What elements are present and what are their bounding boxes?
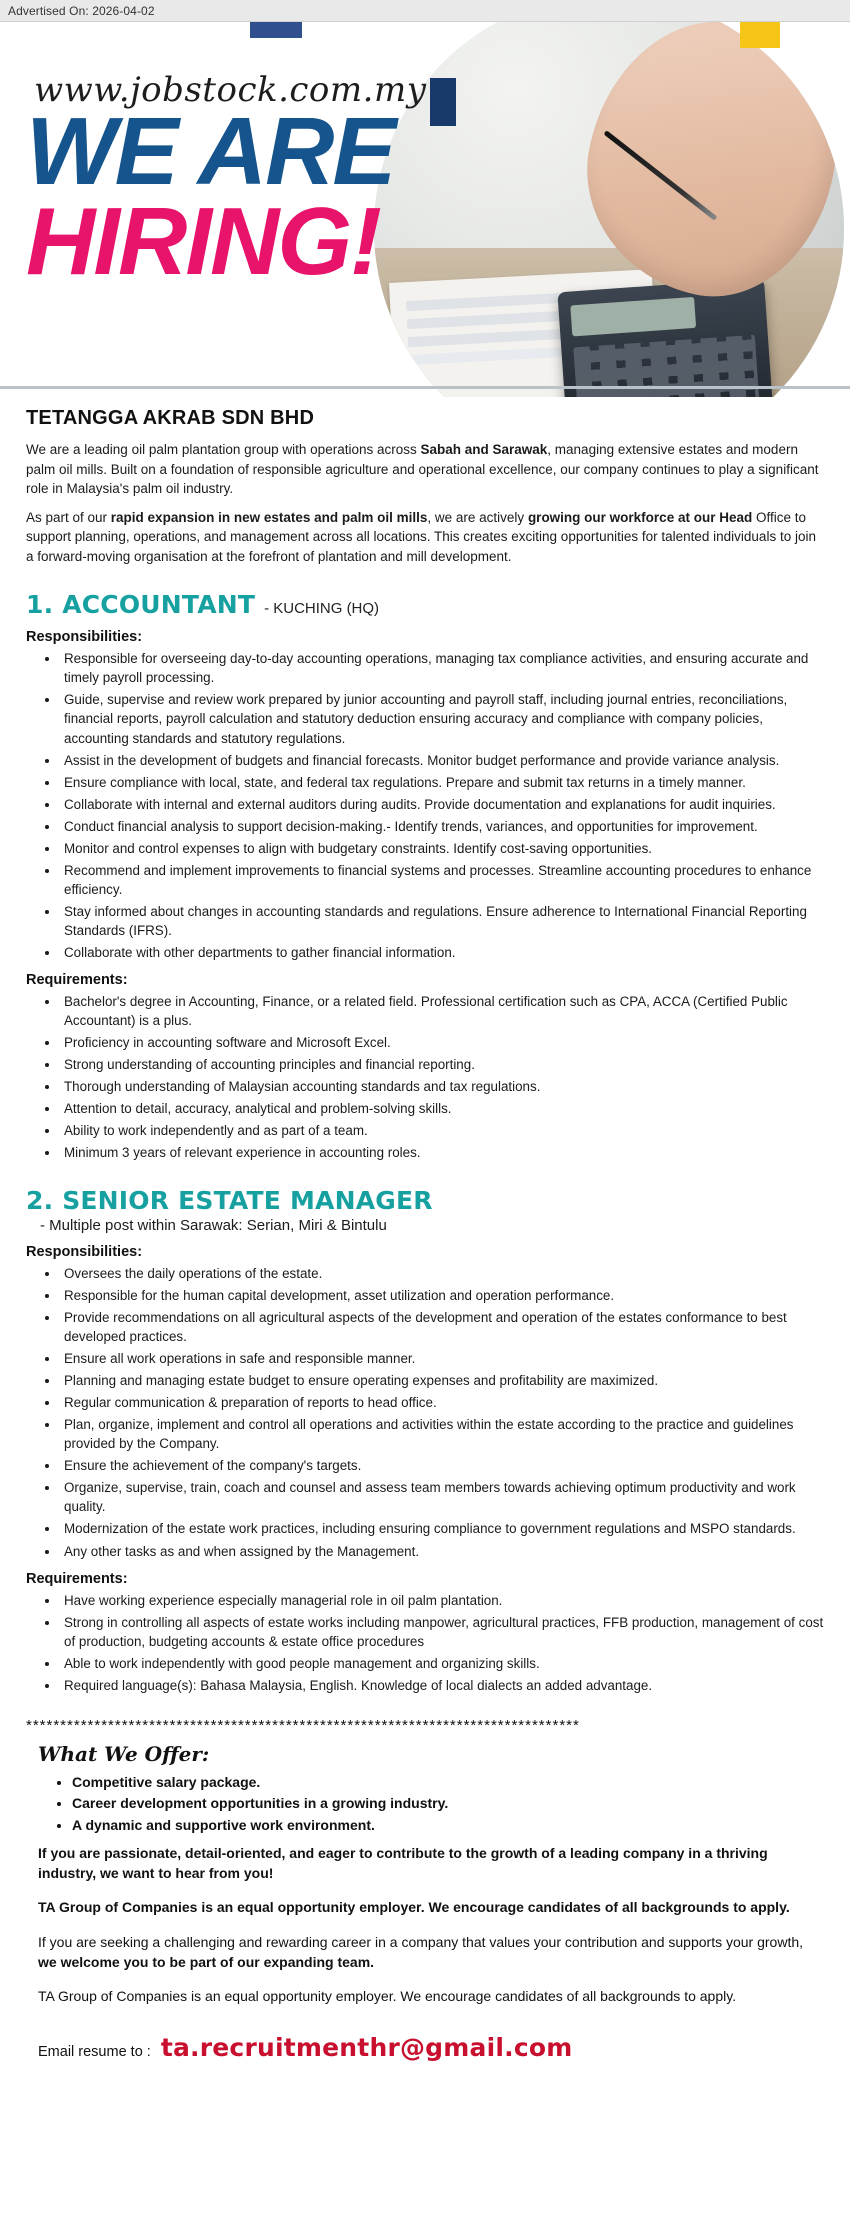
what-we-offer-heading: What We Offer: (38, 1741, 210, 1766)
list-item: • Ensure all work operations in safe and responsible manner. (60, 1349, 824, 1368)
job-1-responsibilities-heading: Responsibilities: (26, 629, 143, 646)
job-1-requirements-heading: Requirements: (26, 971, 128, 988)
email-resume-row (38, 2033, 824, 2062)
list-item: • Responsible for overseeing day-to-day accounting operations, managing tax compliance activities, and ensuring accurate and timely payroll processing. (60, 649, 824, 687)
list-item: • Attention to detail, accuracy, analytical and problem-solving skills. (60, 1099, 824, 1118)
list-item: • Modernization of the estate work practices, including ensuring compliance to government regulations and MSPO standards. (60, 1519, 824, 1538)
decorative-blocks (0, 22, 850, 48)
decor-block-navy (430, 78, 456, 126)
list-item: • Plan, organize, implement and control all operations and activities within the estate according to the practice and guidelines provided by the Company. (60, 1415, 824, 1453)
intro2-highlight-1: rapid expansion in new estates and palm oil mills (110, 509, 428, 525)
career-note-part-a: If you are seeking a challenging and rewarding career in a company that values your contribution and supports your growth, (38, 1933, 804, 1950)
site-url: www.jobstock.com.my (34, 70, 427, 110)
intro1-highlight: Sabah and Sarawak (420, 442, 548, 457)
calculator-icon (557, 278, 773, 397)
list-item: • Monitor and control expenses to align with budgetary constraints. Identify cost-saving opportunities. (60, 839, 824, 858)
list-item: • Collaborate with internal and external auditors during audits. Provide documentation and explanations for audit inquiries. (60, 795, 824, 814)
list-item: • Able to work independently with good people management and organizing skills. (60, 1654, 824, 1673)
list-item: • Recommend and implement improvements to financial systems and processes. Streamline accounting procedures to enhance efficiency. (60, 861, 824, 899)
job-2-responsibilities-list (26, 1264, 824, 1560)
advertised-date-text: Advertised On: 2026-04-02 (8, 3, 155, 18)
job-1-responsibilities-list (26, 649, 824, 961)
job-2-subtitle: - Multiple post within Sarawak: Serian, Miri & Bintulu (40, 1217, 387, 1235)
offer-closing-text: If you are passionate, detail-oriented, and eager to contribute to the growth of a leading company in a thriving industry, we want to hear from you! (38, 1844, 768, 1882)
job-title-1 (26, 590, 824, 619)
intro2-part-c: , we are actively (427, 509, 528, 525)
decor-block-blue (250, 22, 302, 38)
advert-body (0, 397, 850, 2088)
list-item: • Guide, supervise and review work prepared by junior accounting and payroll staff, including journal entries, reconciliations, financial reports, payroll calculation and statutory deduction ensuring accuracy and compliance with company policies, accounting standards and statutory regulations. (60, 690, 824, 747)
company-name: TETANGGA AKRAB SDN BHD (26, 407, 315, 429)
list-item: • Any other tasks as and when assigned by the Management. (60, 1542, 824, 1561)
job-1-requirements-list (26, 992, 824, 1162)
hero-divider (0, 386, 850, 389)
section-divider: ********************************************************************************* (26, 1716, 580, 1734)
company-intro-paragraph-1 (26, 440, 824, 499)
list-item: • Conduct financial analysis to support decision-making.- Identify trends, variances, and opportunities for improvement. (60, 817, 824, 836)
list-item: • Stay informed about changes in accounting standards and regulations. Ensure adherence to International Financial Reporting Standards (IFRS). (60, 902, 824, 940)
job-2-requirements-list (26, 1591, 824, 1695)
list-item: • Minimum 3 years of relevant experience in accounting roles. (60, 1143, 824, 1162)
list-item: • Organize, supervise, train, coach and counsel and assess team members towards achieving optimum productivity and work quality. (60, 1478, 824, 1516)
equal-opportunity-note-plain: TA Group of Companies is an equal opportunity employer. We encourage candidates of all backgrounds to apply. (38, 1988, 737, 2005)
list-item: • Ensure compliance with local, state, and federal tax regulations. Prepare and submit tax returns in a timely manner. (60, 773, 824, 792)
job-2-requirements-heading: Requirements: (26, 1570, 128, 1587)
intro1-part-a: We are a leading oil palm plantation group with operations across (26, 442, 421, 457)
list-item: • Planning and managing estate budget to ensure operating expenses and profitability are maximized. (60, 1371, 824, 1390)
list-item: • Assist in the development of budgets and financial forecasts. Monitor budget performance and provide variance analysis. (60, 751, 824, 770)
intro2-highlight-2: growing our workforce at our Head (527, 509, 753, 525)
calculator-screen (571, 297, 697, 337)
job-1-location: - KUCHING (HQ) (264, 600, 380, 618)
list-item: • Oversees the daily operations of the estate. (60, 1264, 824, 1283)
hero-banner (0, 22, 850, 397)
list-item: • Competitive salary package. (72, 1772, 824, 1794)
decor-block-yellow (740, 22, 780, 48)
list-item: • Regular communication & preparation of reports to head office. (60, 1393, 824, 1412)
list-item: • Have working experience especially managerial role in oil palm plantation. (60, 1591, 824, 1610)
list-item: • Bachelor's degree in Accounting, Finance, or a related field. Professional certification such as CPA, ACCA (Certified Public Accountant) is a plus. (60, 992, 824, 1030)
career-note-highlight: we welcome you to be part of our expanding team. (38, 1953, 375, 1970)
job-2-name: 2. SENIOR ESTATE MANAGER (26, 1186, 433, 1216)
list-item: • Career development opportunities in a growing industry. (72, 1793, 824, 1815)
list-item: • Provide recommendations on all agricultural aspects of the development and operation of the estates conformance to best developed practices. (60, 1308, 824, 1346)
list-item: • Strong understanding of accounting principles and financial reporting. (60, 1055, 824, 1074)
job-1-name: 1. ACCOUNTANT (26, 590, 256, 620)
list-item: • Required language(s): Bahasa Malaysia, English. Knowledge of local dialects an added advantage. (60, 1676, 824, 1695)
intro1-part-c: , managing extensive estates and modern palm oil mills. Built on a foundation of responsible agriculture and operational excellence, our company continues to play a significant role in Malaysia's palm oil industry. (26, 442, 819, 497)
what-we-offer-list (26, 1772, 824, 1837)
hero-line-1: WE ARE (26, 98, 395, 205)
list-item: • A dynamic and supportive work environment. (72, 1815, 824, 1837)
equal-opportunity-note-bold: TA Group of Companies is an equal opportunity employer. We encourage candidates of all backgrounds to apply. (38, 1899, 790, 1916)
list-item: • Strong in controlling all aspects of estate works including manpower, agricultural practices, FFB production, management of cost of production, budgeting accounts & estate office procedures (60, 1613, 824, 1651)
list-item: • Ability to work independently and as part of a team. (60, 1121, 824, 1140)
list-item: • Proficiency in accounting software and Microsoft Excel. (60, 1033, 824, 1052)
company-intro-paragraph-2 (26, 508, 824, 567)
email-address[interactable]: ta.recruitmenthr@gmail.com (160, 2032, 573, 2062)
job-2-responsibilities-heading: Responsibilities: (26, 1244, 143, 1261)
intro2-part-e: Office to support planning, operations, and management across all locations. This creates exciting opportunities for talented individuals to join a forward-moving organisation at the forefront of plantation and mill development. (26, 509, 816, 564)
list-item: • Responsible for the human capital development, asset utilization and operation performance. (60, 1286, 824, 1305)
career-invitation-note (38, 1932, 824, 1973)
advertised-date-bar (0, 0, 850, 22)
list-item: • Ensure the achievement of the company's targets. (60, 1456, 824, 1475)
list-item: • Collaborate with other departments to gather financial information. (60, 943, 824, 962)
job-title-2 (26, 1186, 824, 1215)
email-label: Email resume to : (38, 2043, 151, 2060)
list-item: • Thorough understanding of Malaysian accounting standards and tax regulations. (60, 1077, 824, 1096)
hero-line-2: HIRING! (26, 188, 380, 295)
intro2-part-a: As part of our (26, 509, 111, 525)
